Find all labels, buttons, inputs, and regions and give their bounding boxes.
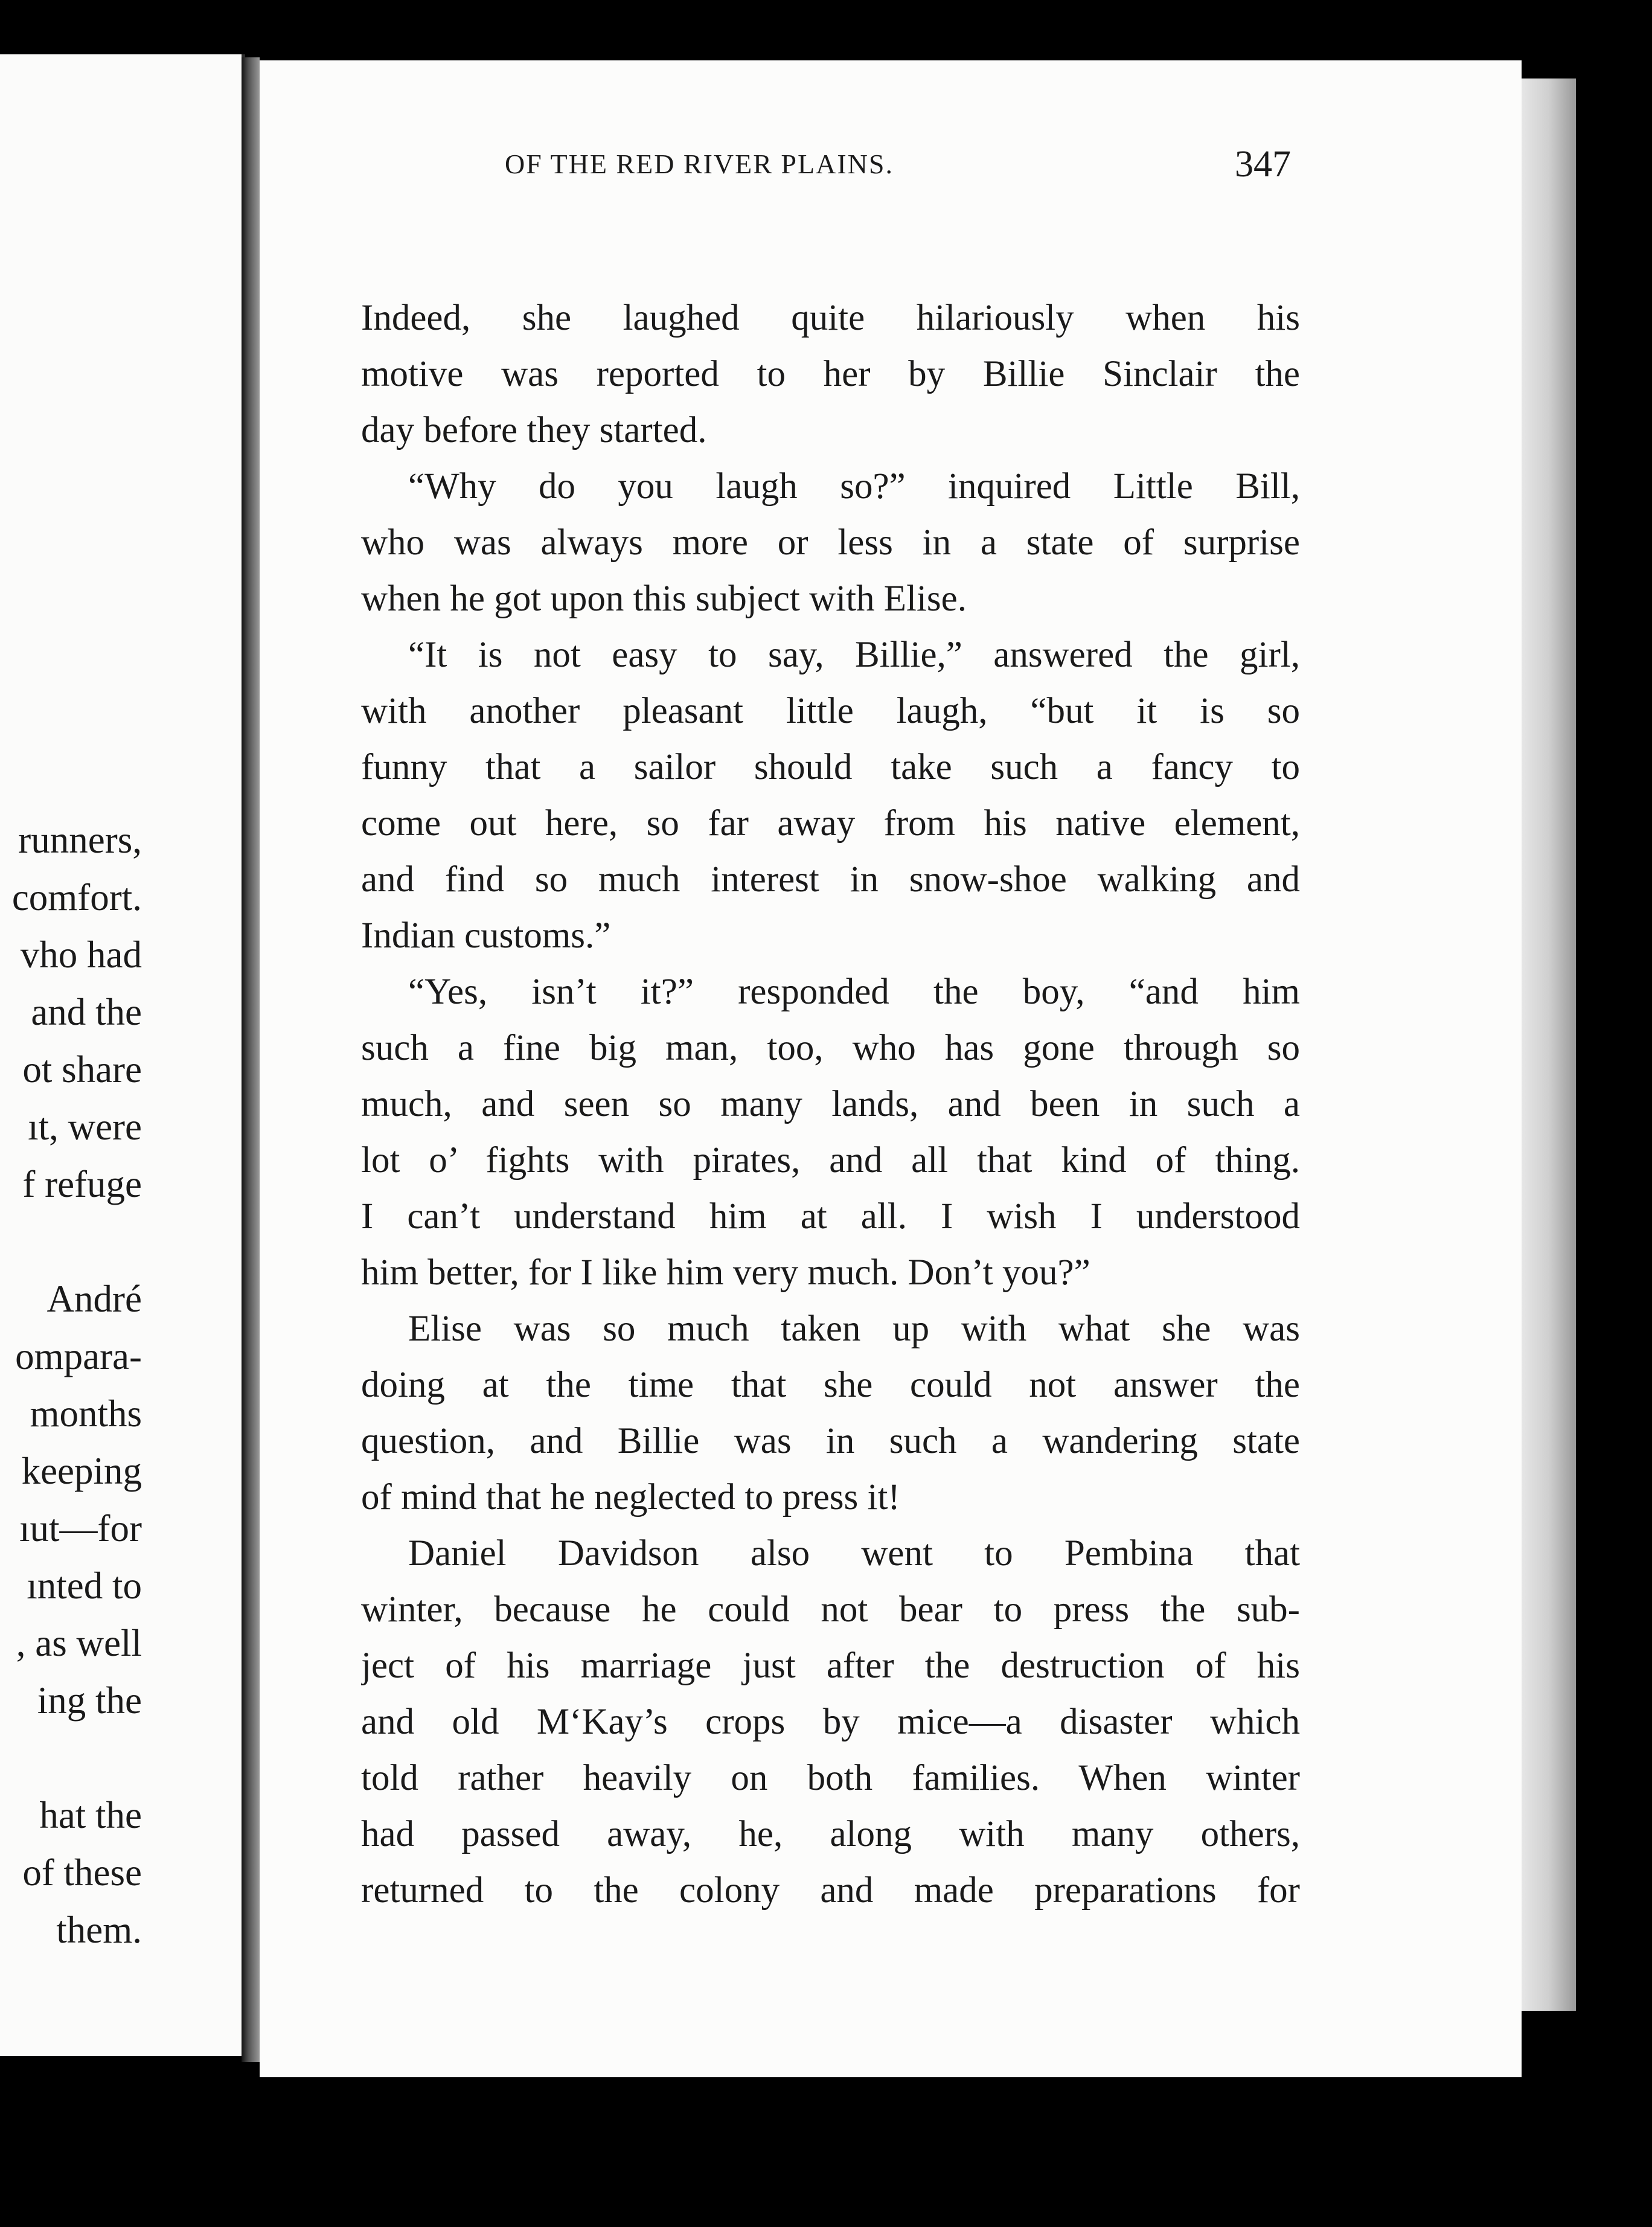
facing-page-line: ot share xyxy=(22,1048,142,1091)
text-line: told rather heavily on both families. When winter xyxy=(361,1758,1300,1798)
text-line: winter, because he could not bear to press the sub- xyxy=(361,1589,1300,1630)
text-line: come out here, so far away from his native element, xyxy=(361,803,1300,844)
text-line: I can’t understand him at all. I wish I understood xyxy=(361,1196,1300,1237)
text-line: with another pleasant little laugh, “but it is so xyxy=(361,691,1300,731)
text-line: funny that a sailor should take such a fancy to xyxy=(361,747,1300,787)
facing-page-line: runners, xyxy=(18,819,142,861)
running-head xyxy=(337,144,1291,196)
running-title: OF THE RED RIVER PLAINS. xyxy=(505,149,894,179)
text-line: had passed away, he, along with many others, xyxy=(361,1814,1300,1854)
facing-page-line: , as well xyxy=(16,1622,142,1664)
text-line: of mind that he neglected to press it! xyxy=(361,1477,900,1517)
facing-page-line: comfort. xyxy=(11,876,142,918)
text-line: Elise was so much taken up with what she was xyxy=(408,1309,1300,1349)
facing-page-line: ıt, were xyxy=(28,1106,142,1148)
text-line: when he got upon this subject with Elise. xyxy=(361,578,967,619)
text-line: “Why do you laugh so?” inquired Little Bill, xyxy=(408,466,1300,507)
facing-page-line: of these xyxy=(22,1851,142,1894)
text-line: question, and Billie was in such a wandering state xyxy=(361,1421,1300,1461)
facing-page-line: them. xyxy=(56,1909,142,1951)
text-line: “It is not easy to say, Billie,” answered the girl, xyxy=(408,635,1300,675)
facing-page-line: f refuge xyxy=(22,1163,142,1205)
text-line: Daniel Davidson also went to Pembina that xyxy=(408,1533,1300,1574)
text-line: doing at the time that she could not answer the xyxy=(361,1365,1300,1405)
facing-page-line: André xyxy=(46,1278,142,1320)
facing-page-fragment xyxy=(0,54,245,2056)
text-line: ject of his marriage just after the destruction of his xyxy=(361,1645,1300,1686)
text-line: such a fine big man, too, who has gone through so xyxy=(361,1028,1300,1068)
text-line: “Yes, isn’t it?” responded the boy, “and him xyxy=(408,972,1300,1012)
text-line: motive was reported to her by Billie Sinclair the xyxy=(361,354,1300,394)
text-line: much, and seen so many lands, and been in such a xyxy=(361,1084,1300,1124)
text-line: and find so much interest in snow-shoe walking and xyxy=(361,859,1300,900)
facing-page-line: and the xyxy=(31,991,142,1033)
text-line: him better, for I like him very much. Don’t you?” xyxy=(361,1252,1090,1293)
text-line: day before they started. xyxy=(361,410,707,450)
facing-page-line: keeping xyxy=(21,1450,142,1492)
facing-page-line: vho had xyxy=(20,934,142,976)
facing-page-line: hat the xyxy=(39,1794,142,1836)
page-number: 347 xyxy=(1235,144,1291,185)
text-line: Indian customs.” xyxy=(361,915,611,956)
text-line: Indeed, she laughed quite hilariously when his xyxy=(361,298,1300,338)
facing-page-line: ınted to xyxy=(27,1565,142,1607)
page-edge-stack xyxy=(1522,79,1576,2011)
text-line: and old M‘Kay’s crops by mice—a disaster which xyxy=(361,1702,1300,1742)
text-line: who was always more or less in a state of surprise xyxy=(361,522,1300,563)
facing-page-line: ing the xyxy=(37,1679,142,1722)
book-gutter xyxy=(242,57,260,2062)
facing-page-line: ompara- xyxy=(15,1335,142,1377)
facing-page-line: ıut—for xyxy=(19,1507,142,1549)
text-line: lot o’ fights with pirates, and all that kind of thing. xyxy=(361,1140,1300,1181)
body-text xyxy=(361,290,1300,1969)
text-line: returned to the colony and made preparations for xyxy=(361,1870,1300,1911)
facing-page-line: months xyxy=(30,1392,142,1435)
